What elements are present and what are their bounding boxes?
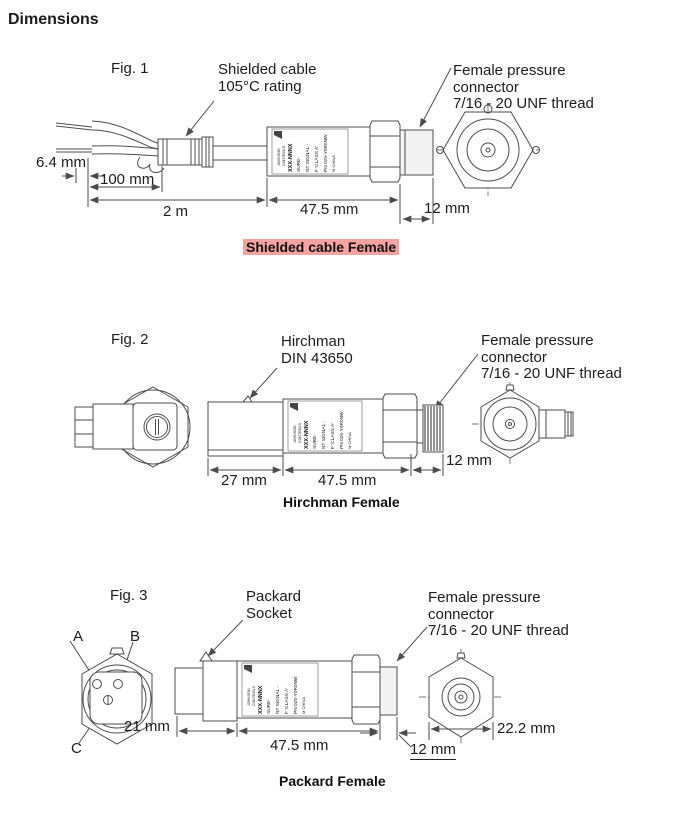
fig2-hex-nut: [383, 394, 417, 458]
svg-text:XXX-NNNX: XXX-NNNX: [288, 143, 294, 172]
fig2-dim-connector: 27 mm: [221, 472, 267, 489]
fig1-callout-pressure-connector: [453, 63, 594, 113]
fig2-connector-end-view: [75, 387, 190, 467]
svg-text:F 'CLASS A': F 'CLASS A': [331, 422, 336, 449]
fig3-hex-nut: [352, 655, 380, 724]
svg-text:JOHNSON: JOHNSON: [293, 425, 297, 443]
fig1-dim-wire: 6.4 mm: [36, 154, 87, 171]
svg-text:CONTROLS: CONTROLS: [252, 686, 256, 706]
fig1-caption: [243, 239, 399, 255]
svg-text:F 'CLASS A': F 'CLASS A': [315, 145, 320, 172]
fig3-pin-b: B: [130, 628, 141, 645]
fig2-threaded-port: [417, 405, 443, 452]
fig3-callout-pressure-connector: [428, 590, 569, 640]
svg-text:SURE-: SURE-: [267, 699, 272, 714]
fig2-caption: Hirchman Female: [283, 494, 400, 510]
fig1-end-view: [436, 104, 540, 196]
callout-line: DIN 43650: [281, 349, 353, 367]
callout-line: 7/16 - 20 UNF thread: [453, 95, 594, 112]
fig3-pin-a: A: [73, 628, 84, 645]
page-title: Dimensions: [8, 11, 99, 28]
callout-line: connector: [428, 605, 494, 623]
fig3-caption: Packard Female: [279, 773, 386, 789]
svg-text:M CHINA: M CHINA: [331, 155, 336, 172]
fig3-pressure-port: [380, 667, 397, 715]
fig1-label: Fig. 1: [111, 60, 149, 77]
fig2-dim-body: 47.5 mm: [318, 472, 377, 489]
fig3-callout-packard-socket: [246, 589, 301, 622]
fig1-dim-body: 47.5 mm: [300, 201, 359, 218]
svg-text:JOHNSON: JOHNSON: [247, 688, 251, 706]
callout-line: Packard: [246, 588, 302, 605]
callout-line: 7/16 - 20 UNF thread: [481, 365, 622, 382]
fig3-packard-socket: [175, 652, 237, 721]
fig2-hirschmann-block: [208, 396, 283, 456]
fig3-dim-port: [410, 742, 456, 759]
callout-line: connector: [481, 348, 547, 366]
svg-text:PN 025-Y0R0NW: PN 025-Y0R0NW: [324, 134, 329, 172]
svg-text:PN 025-Y0R0NW: PN 025-Y0R0NW: [294, 676, 299, 714]
svg-text:XXX-NNNX: XXX-NNNX: [304, 420, 310, 449]
fig1-pressure-port: [400, 130, 433, 175]
svg-text:XXX-NNNX: XXX-NNNX: [258, 685, 264, 714]
callout-line: 105°C rating: [218, 77, 302, 95]
fig1-callout-shielded-cable: [218, 62, 316, 95]
callout-line: Socket: [246, 604, 292, 622]
fig3-dim-body: 47.5 mm: [270, 737, 329, 754]
fig2-dim-port: 12 mm: [446, 452, 492, 469]
callout-line: Female pressure: [453, 62, 566, 79]
fig1-caption-highlight: Shielded cable Female: [243, 239, 399, 255]
svg-text:M CHINA: M CHINA: [301, 697, 306, 714]
svg-text:JOHNSON: JOHNSON: [277, 148, 281, 166]
fig3-dim-port-value: 12 mm: [410, 741, 456, 758]
svg-text:M CHINA: M CHINA: [347, 432, 352, 449]
callout-line: 7/16 - 20 UNF thread: [428, 622, 569, 639]
fig3-dim-hex: 22.2 mm: [497, 720, 556, 737]
svg-text:NT SIGNAL -: NT SIGNAL -: [322, 421, 327, 449]
callout-line: Female pressure: [481, 332, 594, 349]
fig3-dim-connector: 21 mm: [124, 718, 170, 735]
fig1-strain-relief: [158, 137, 267, 167]
fig2-label: Fig. 2: [111, 331, 149, 348]
fig1-dim-strip: 100 mm: [100, 171, 155, 188]
fig1-dim-cable: 2 m: [163, 203, 189, 220]
callout-line: Hirchman: [281, 333, 346, 350]
fig2-callout-pressure-connector: [481, 333, 622, 383]
fig3-end-view: [419, 649, 503, 745]
svg-text:CONTROLS: CONTROLS: [298, 423, 302, 443]
svg-text:NT SIGNAL -: NT SIGNAL -: [276, 686, 281, 714]
callout-line: connector: [453, 78, 519, 96]
svg-text:SURE-: SURE-: [313, 434, 318, 449]
svg-text:F 'CLASS A': F 'CLASS A': [285, 687, 290, 714]
svg-text:CONTROLS: CONTROLS: [282, 146, 286, 166]
svg-text:NT SIGNAL -: NT SIGNAL -: [306, 144, 311, 172]
fig3-label: Fig. 3: [110, 587, 148, 604]
callout-line: Female pressure: [428, 589, 541, 606]
fig1-hex-nut: [370, 121, 400, 182]
callout-line: Shielded cable: [218, 61, 317, 78]
fig1-dim-port: 12 mm: [424, 200, 470, 217]
fig2-callout-hirchman: [281, 334, 353, 367]
svg-text:PN 025-Y0R0NW: PN 025-Y0R0NW: [340, 411, 345, 449]
svg-text:SURE-: SURE-: [297, 157, 302, 172]
fig3-pin-c: C: [71, 740, 82, 757]
